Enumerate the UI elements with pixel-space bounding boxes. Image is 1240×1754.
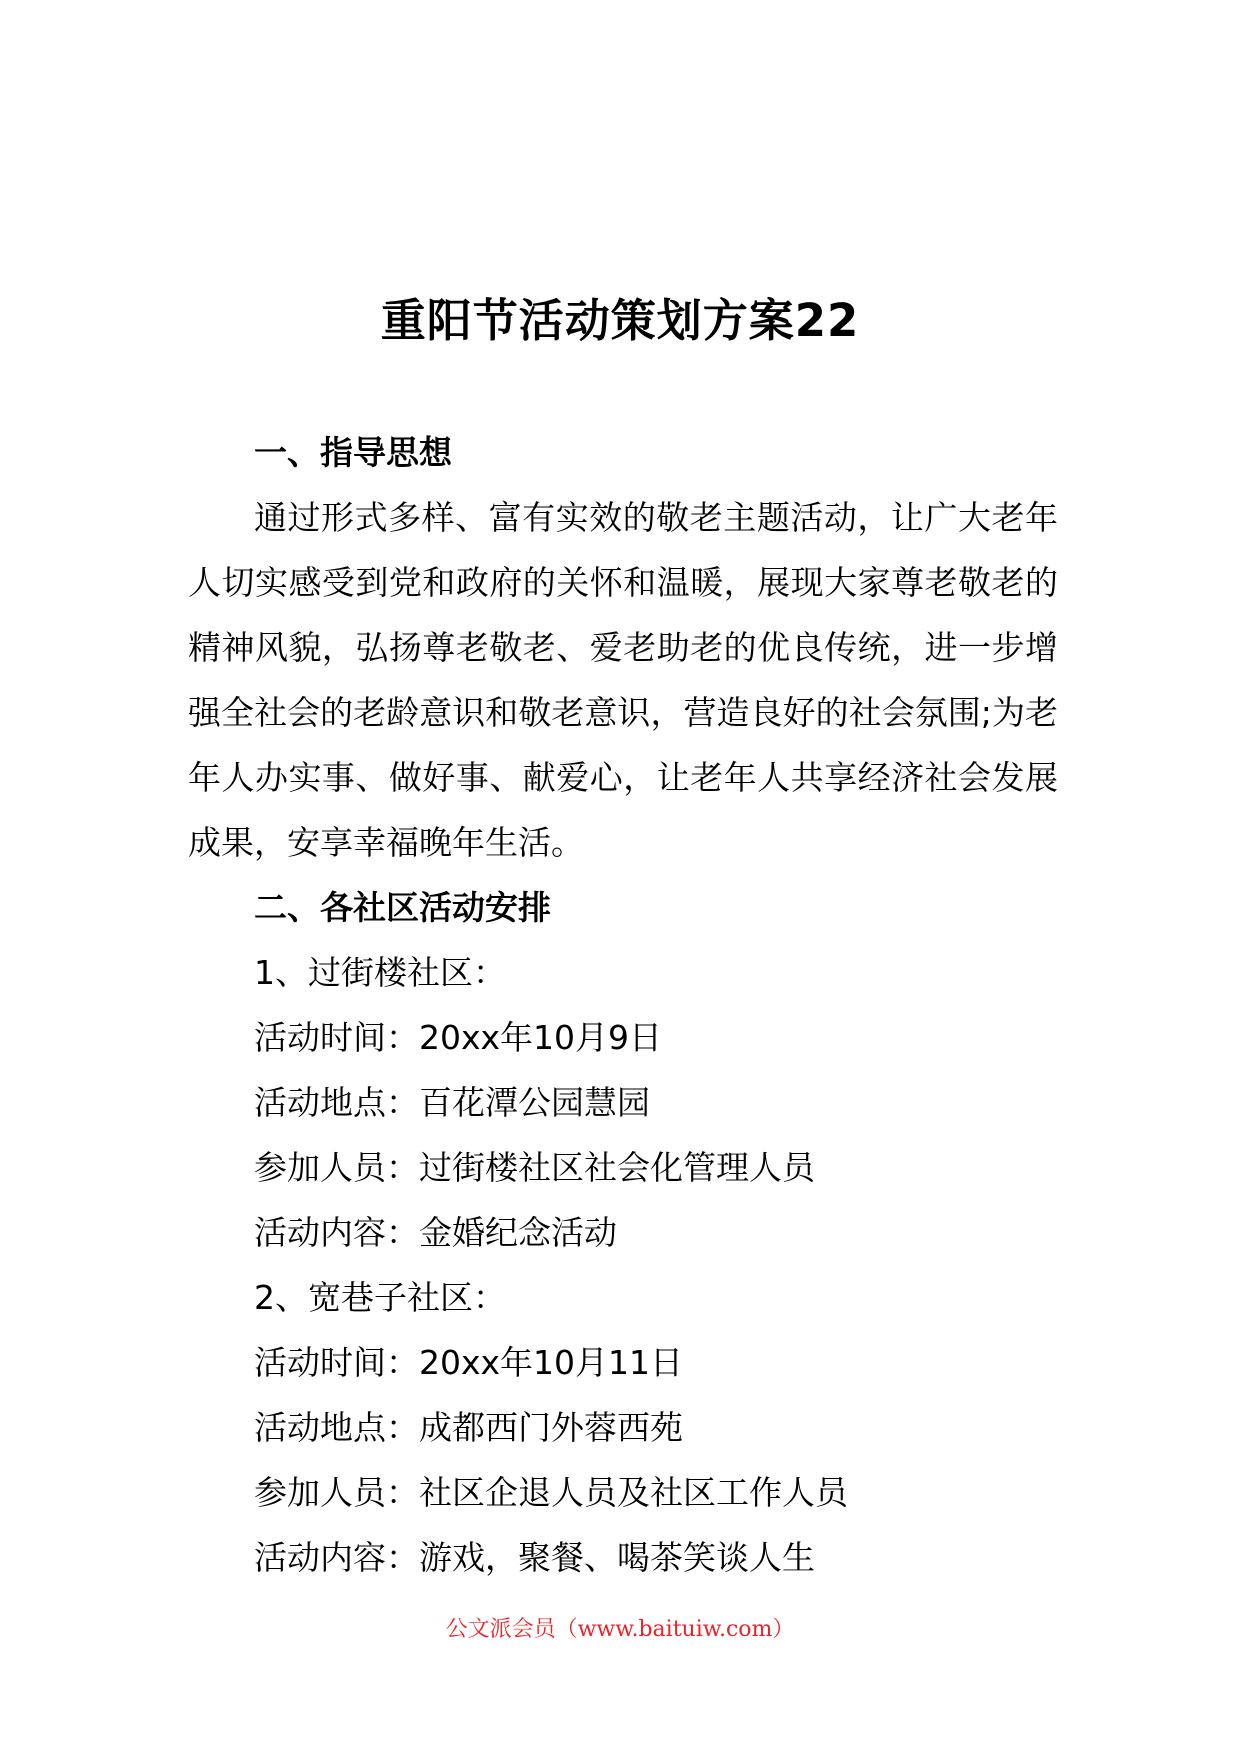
activity-place: 活动地点：百花潭公园慧园	[254, 1083, 650, 1122]
activity-participants: 参加人员：过街楼社区社会化管理人员	[254, 1148, 815, 1187]
activity-place: 活动地点：成都西门外蓉西苑	[254, 1408, 683, 1447]
footer-watermark: 公文派会员（www.baituiw.com）	[445, 1617, 795, 1642]
community-name: 2、宽巷子社区：	[254, 1278, 506, 1317]
community-name: 1、过街楼社区：	[254, 953, 506, 992]
activity-time: 活动时间：20xx年10月11日	[254, 1343, 684, 1382]
section-heading-guiding-ideology: 一、指导思想	[254, 433, 452, 472]
activity-content: 活动内容：金婚纪念活动	[254, 1213, 617, 1252]
document-title: 重阳节活动策划方案22	[380, 294, 860, 347]
section-heading-community-activities: 二、各社区活动安排	[254, 888, 551, 927]
document-body	[188, 420, 1058, 1590]
activity-time: 活动时间：20xx年10月9日	[254, 1018, 663, 1057]
activity-content: 活动内容：游戏，聚餐、喝茶笑谈人生	[254, 1538, 815, 1577]
community-block-kuanxiangzi	[188, 1265, 1058, 1590]
community-block-guojielou	[188, 940, 1058, 1265]
activity-participants: 参加人员：社区企退人员及社区工作人员	[254, 1473, 848, 1512]
guiding-ideology-paragraph: 通过形式多样、富有实效的敬老主题活动，让广大老年人切实感受到党和政府的关怀和温暖，展现大家尊老敬老的精神风貌，弘扬尊老敬老、爱老助老的优良传统，进一步增强全社会的老龄意识和敬老意识，营造良好的社会氛围;为老年人办实事、做好事、献爱心，让老年人共享经济社会发展成果，安享幸福晚年生活。	[188, 498, 1058, 862]
